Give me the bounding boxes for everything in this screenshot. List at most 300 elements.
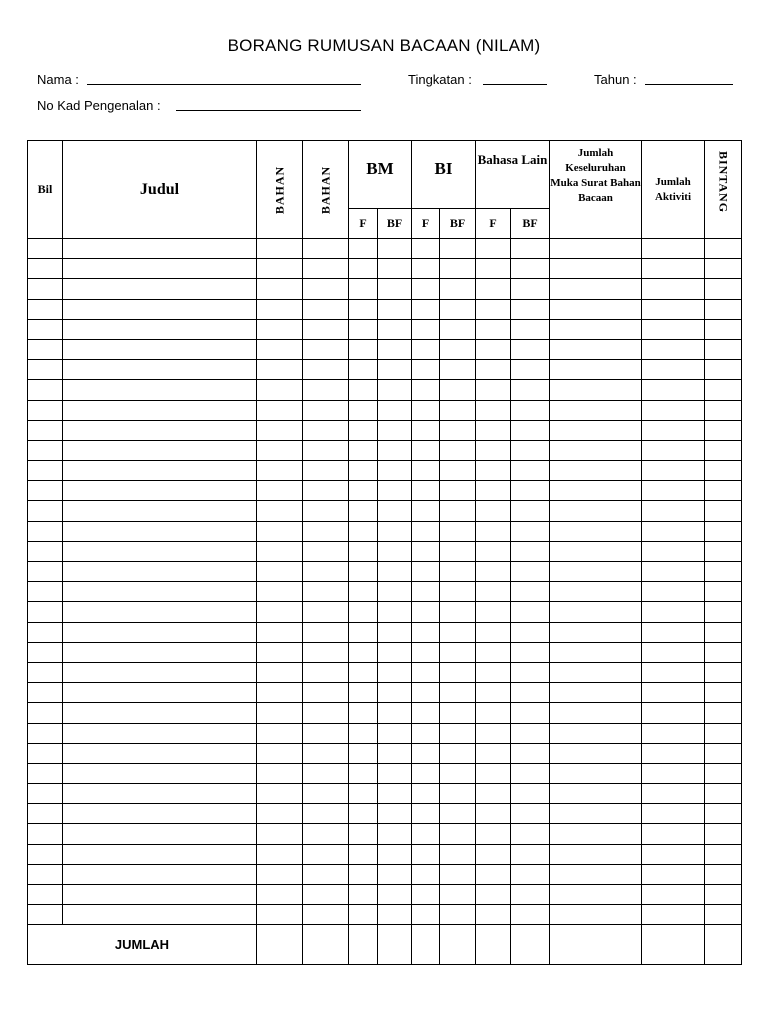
table-cell[interactable]: [303, 642, 349, 662]
table-cell[interactable]: [63, 279, 257, 299]
table-cell[interactable]: [412, 602, 440, 622]
table-cell[interactable]: [642, 763, 705, 783]
table-cell[interactable]: [440, 824, 476, 844]
table-cell[interactable]: [440, 662, 476, 682]
table-cell[interactable]: [440, 723, 476, 743]
table-cell[interactable]: [705, 521, 742, 541]
table-cell[interactable]: [705, 259, 742, 279]
table-cell[interactable]: [642, 784, 705, 804]
table-cell[interactable]: [412, 541, 440, 561]
table-cell[interactable]: [705, 844, 742, 864]
table-cell[interactable]: [28, 763, 63, 783]
table-cell[interactable]: [642, 905, 705, 925]
table-cell[interactable]: [63, 481, 257, 501]
table-cell[interactable]: [705, 239, 742, 259]
table-cell[interactable]: [476, 521, 511, 541]
table-cell[interactable]: [28, 804, 63, 824]
table-cell[interactable]: [412, 420, 440, 440]
table-cell[interactable]: [303, 622, 349, 642]
table-cell[interactable]: [378, 804, 412, 824]
table-cell[interactable]: [476, 784, 511, 804]
table-cell[interactable]: [257, 642, 303, 662]
table-cell[interactable]: [412, 521, 440, 541]
table-cell[interactable]: [63, 784, 257, 804]
table-cell[interactable]: [705, 885, 742, 905]
table-cell[interactable]: [349, 440, 378, 460]
table-cell[interactable]: [511, 885, 550, 905]
table-cell[interactable]: [705, 743, 742, 763]
table-cell[interactable]: [476, 319, 511, 339]
table-cell[interactable]: [642, 562, 705, 582]
table-cell[interactable]: [511, 400, 550, 420]
table-cell[interactable]: [412, 662, 440, 682]
table-cell[interactable]: [412, 824, 440, 844]
table-cell[interactable]: [303, 440, 349, 460]
table-cell[interactable]: [28, 622, 63, 642]
table-cell[interactable]: [63, 501, 257, 521]
table-cell[interactable]: [257, 481, 303, 501]
table-cell[interactable]: [511, 602, 550, 622]
table-cell[interactable]: [705, 763, 742, 783]
table-cell[interactable]: [412, 501, 440, 521]
table-cell[interactable]: [349, 602, 378, 622]
table-cell[interactable]: [412, 622, 440, 642]
table-cell[interactable]: [63, 743, 257, 763]
table-cell[interactable]: [378, 743, 412, 763]
table-cell[interactable]: [28, 360, 63, 380]
table-cell[interactable]: [642, 259, 705, 279]
table-cell[interactable]: [303, 703, 349, 723]
table-cell[interactable]: [257, 541, 303, 561]
table-cell[interactable]: [28, 239, 63, 259]
table-cell[interactable]: [257, 501, 303, 521]
table-cell[interactable]: [412, 299, 440, 319]
table-cell[interactable]: [412, 784, 440, 804]
table-cell[interactable]: [412, 259, 440, 279]
table-cell[interactable]: [303, 501, 349, 521]
table-cell[interactable]: [349, 299, 378, 319]
table-cell[interactable]: [349, 642, 378, 662]
table-cell[interactable]: [440, 461, 476, 481]
table-cell[interactable]: [412, 279, 440, 299]
table-cell[interactable]: [28, 521, 63, 541]
table-cell[interactable]: [550, 905, 642, 925]
table-cell[interactable]: [642, 662, 705, 682]
table-cell[interactable]: [412, 380, 440, 400]
total-cell[interactable]: [412, 925, 440, 965]
table-cell[interactable]: [642, 521, 705, 541]
table-cell[interactable]: [63, 360, 257, 380]
table-cell[interactable]: [550, 743, 642, 763]
table-cell[interactable]: [378, 481, 412, 501]
table-cell[interactable]: [440, 319, 476, 339]
table-cell[interactable]: [378, 905, 412, 925]
table-cell[interactable]: [705, 380, 742, 400]
table-cell[interactable]: [642, 239, 705, 259]
table-cell[interactable]: [550, 804, 642, 824]
table-cell[interactable]: [378, 602, 412, 622]
table-cell[interactable]: [63, 804, 257, 824]
table-cell[interactable]: [303, 582, 349, 602]
table-cell[interactable]: [28, 461, 63, 481]
table-cell[interactable]: [63, 440, 257, 460]
table-cell[interactable]: [28, 380, 63, 400]
table-cell[interactable]: [642, 481, 705, 501]
table-cell[interactable]: [705, 723, 742, 743]
table-cell[interactable]: [705, 319, 742, 339]
table-cell[interactable]: [705, 440, 742, 460]
table-cell[interactable]: [303, 844, 349, 864]
table-cell[interactable]: [705, 864, 742, 884]
table-cell[interactable]: [412, 885, 440, 905]
table-cell[interactable]: [642, 703, 705, 723]
table-cell[interactable]: [476, 824, 511, 844]
table-cell[interactable]: [303, 662, 349, 682]
table-cell[interactable]: [378, 844, 412, 864]
table-cell[interactable]: [28, 723, 63, 743]
table-cell[interactable]: [642, 642, 705, 662]
table-cell[interactable]: [705, 905, 742, 925]
table-cell[interactable]: [28, 440, 63, 460]
table-cell[interactable]: [63, 844, 257, 864]
table-cell[interactable]: [349, 279, 378, 299]
table-cell[interactable]: [511, 299, 550, 319]
table-cell[interactable]: [511, 279, 550, 299]
table-cell[interactable]: [440, 642, 476, 662]
table-cell[interactable]: [412, 400, 440, 420]
table-cell[interactable]: [378, 562, 412, 582]
table-cell[interactable]: [28, 602, 63, 622]
table-cell[interactable]: [511, 461, 550, 481]
table-cell[interactable]: [412, 319, 440, 339]
table-cell[interactable]: [642, 844, 705, 864]
table-cell[interactable]: [63, 239, 257, 259]
table-cell[interactable]: [440, 420, 476, 440]
table-cell[interactable]: [378, 339, 412, 359]
table-cell[interactable]: [412, 461, 440, 481]
table-cell[interactable]: [303, 521, 349, 541]
table-cell[interactable]: [476, 763, 511, 783]
table-cell[interactable]: [28, 905, 63, 925]
table-cell[interactable]: [440, 905, 476, 925]
table-cell[interactable]: [412, 763, 440, 783]
table-cell[interactable]: [303, 259, 349, 279]
table-cell[interactable]: [476, 885, 511, 905]
table-cell[interactable]: [412, 360, 440, 380]
table-cell[interactable]: [550, 642, 642, 662]
table-cell[interactable]: [440, 299, 476, 319]
table-cell[interactable]: [412, 804, 440, 824]
table-cell[interactable]: [476, 461, 511, 481]
table-cell[interactable]: [412, 703, 440, 723]
table-cell[interactable]: [349, 562, 378, 582]
table-cell[interactable]: [440, 844, 476, 864]
table-cell[interactable]: [476, 400, 511, 420]
table-cell[interactable]: [378, 582, 412, 602]
table-cell[interactable]: [511, 319, 550, 339]
table-cell[interactable]: [349, 400, 378, 420]
table-cell[interactable]: [440, 501, 476, 521]
table-cell[interactable]: [642, 400, 705, 420]
table-cell[interactable]: [705, 562, 742, 582]
table-cell[interactable]: [303, 481, 349, 501]
table-cell[interactable]: [349, 420, 378, 440]
table-cell[interactable]: [440, 541, 476, 561]
table-cell[interactable]: [412, 440, 440, 460]
table-cell[interactable]: [550, 723, 642, 743]
table-cell[interactable]: [476, 582, 511, 602]
table-cell[interactable]: [642, 319, 705, 339]
table-cell[interactable]: [550, 562, 642, 582]
table-cell[interactable]: [257, 723, 303, 743]
table-cell[interactable]: [511, 501, 550, 521]
tahun-input-line[interactable]: [645, 84, 733, 85]
table-cell[interactable]: [378, 824, 412, 844]
table-cell[interactable]: [440, 582, 476, 602]
table-cell[interactable]: [28, 501, 63, 521]
table-cell[interactable]: [476, 239, 511, 259]
table-cell[interactable]: [642, 864, 705, 884]
table-cell[interactable]: [257, 339, 303, 359]
total-cell[interactable]: [705, 925, 742, 965]
table-cell[interactable]: [412, 683, 440, 703]
table-cell[interactable]: [28, 299, 63, 319]
table-cell[interactable]: [349, 905, 378, 925]
table-cell[interactable]: [303, 239, 349, 259]
table-cell[interactable]: [412, 582, 440, 602]
total-cell[interactable]: [476, 925, 511, 965]
table-cell[interactable]: [440, 743, 476, 763]
table-cell[interactable]: [550, 481, 642, 501]
table-cell[interactable]: [257, 622, 303, 642]
table-cell[interactable]: [378, 461, 412, 481]
table-cell[interactable]: [440, 703, 476, 723]
table-cell[interactable]: [28, 885, 63, 905]
table-cell[interactable]: [476, 683, 511, 703]
total-cell[interactable]: [642, 925, 705, 965]
table-cell[interactable]: [642, 420, 705, 440]
table-cell[interactable]: [28, 339, 63, 359]
table-cell[interactable]: [705, 824, 742, 844]
table-cell[interactable]: [550, 400, 642, 420]
table-cell[interactable]: [550, 380, 642, 400]
table-cell[interactable]: [511, 582, 550, 602]
table-cell[interactable]: [257, 763, 303, 783]
table-cell[interactable]: [476, 299, 511, 319]
table-cell[interactable]: [257, 461, 303, 481]
table-cell[interactable]: [511, 864, 550, 884]
table-cell[interactable]: [440, 400, 476, 420]
table-cell[interactable]: [440, 562, 476, 582]
table-cell[interactable]: [257, 400, 303, 420]
table-cell[interactable]: [257, 562, 303, 582]
table-cell[interactable]: [511, 662, 550, 682]
table-cell[interactable]: [476, 339, 511, 359]
table-cell[interactable]: [511, 521, 550, 541]
table-cell[interactable]: [349, 239, 378, 259]
table-cell[interactable]: [642, 683, 705, 703]
table-cell[interactable]: [63, 319, 257, 339]
table-cell[interactable]: [705, 481, 742, 501]
table-cell[interactable]: [378, 723, 412, 743]
table-cell[interactable]: [63, 259, 257, 279]
table-cell[interactable]: [28, 683, 63, 703]
table-cell[interactable]: [303, 319, 349, 339]
table-cell[interactable]: [303, 885, 349, 905]
table-cell[interactable]: [63, 864, 257, 884]
table-cell[interactable]: [378, 380, 412, 400]
table-cell[interactable]: [28, 420, 63, 440]
tingkatan-input-line[interactable]: [483, 84, 547, 85]
total-cell[interactable]: [349, 925, 378, 965]
table-cell[interactable]: [303, 339, 349, 359]
table-cell[interactable]: [378, 622, 412, 642]
table-cell[interactable]: [303, 804, 349, 824]
table-cell[interactable]: [440, 380, 476, 400]
table-cell[interactable]: [476, 703, 511, 723]
table-cell[interactable]: [705, 360, 742, 380]
table-cell[interactable]: [28, 743, 63, 763]
table-cell[interactable]: [705, 662, 742, 682]
table-cell[interactable]: [476, 602, 511, 622]
table-cell[interactable]: [476, 501, 511, 521]
table-cell[interactable]: [303, 784, 349, 804]
table-cell[interactable]: [642, 339, 705, 359]
table-cell[interactable]: [63, 763, 257, 783]
table-cell[interactable]: [642, 602, 705, 622]
table-cell[interactable]: [28, 279, 63, 299]
table-cell[interactable]: [412, 562, 440, 582]
table-cell[interactable]: [378, 299, 412, 319]
table-cell[interactable]: [550, 824, 642, 844]
table-cell[interactable]: [705, 582, 742, 602]
table-cell[interactable]: [705, 541, 742, 561]
table-cell[interactable]: [550, 662, 642, 682]
table-cell[interactable]: [511, 824, 550, 844]
table-cell[interactable]: [378, 521, 412, 541]
table-cell[interactable]: [550, 521, 642, 541]
table-cell[interactable]: [440, 683, 476, 703]
table-cell[interactable]: [63, 683, 257, 703]
table-cell[interactable]: [303, 360, 349, 380]
table-cell[interactable]: [642, 380, 705, 400]
table-cell[interactable]: [550, 703, 642, 723]
table-cell[interactable]: [550, 339, 642, 359]
table-cell[interactable]: [511, 763, 550, 783]
table-cell[interactable]: [257, 521, 303, 541]
total-cell[interactable]: [257, 925, 303, 965]
table-cell[interactable]: [257, 380, 303, 400]
table-cell[interactable]: [257, 360, 303, 380]
table-cell[interactable]: [550, 763, 642, 783]
table-cell[interactable]: [378, 885, 412, 905]
table-cell[interactable]: [378, 319, 412, 339]
table-cell[interactable]: [378, 864, 412, 884]
table-cell[interactable]: [511, 804, 550, 824]
table-cell[interactable]: [349, 319, 378, 339]
table-cell[interactable]: [550, 864, 642, 884]
table-cell[interactable]: [63, 602, 257, 622]
table-cell[interactable]: [476, 481, 511, 501]
table-cell[interactable]: [28, 642, 63, 662]
table-cell[interactable]: [28, 703, 63, 723]
table-cell[interactable]: [705, 339, 742, 359]
table-cell[interactable]: [378, 662, 412, 682]
table-cell[interactable]: [349, 723, 378, 743]
table-cell[interactable]: [412, 864, 440, 884]
table-cell[interactable]: [28, 582, 63, 602]
table-cell[interactable]: [550, 440, 642, 460]
table-cell[interactable]: [642, 541, 705, 561]
table-cell[interactable]: [63, 905, 257, 925]
table-cell[interactable]: [349, 824, 378, 844]
table-cell[interactable]: [705, 420, 742, 440]
table-cell[interactable]: [412, 239, 440, 259]
table-cell[interactable]: [303, 541, 349, 561]
table-cell[interactable]: [642, 723, 705, 743]
table-cell[interactable]: [303, 763, 349, 783]
table-cell[interactable]: [550, 844, 642, 864]
table-cell[interactable]: [349, 864, 378, 884]
table-cell[interactable]: [303, 743, 349, 763]
table-cell[interactable]: [550, 683, 642, 703]
table-cell[interactable]: [303, 420, 349, 440]
table-cell[interactable]: [257, 804, 303, 824]
table-cell[interactable]: [511, 339, 550, 359]
table-cell[interactable]: [63, 521, 257, 541]
table-cell[interactable]: [476, 864, 511, 884]
table-cell[interactable]: [440, 239, 476, 259]
table-cell[interactable]: [257, 743, 303, 763]
table-cell[interactable]: [257, 440, 303, 460]
table-cell[interactable]: [378, 420, 412, 440]
table-cell[interactable]: [303, 400, 349, 420]
table-cell[interactable]: [28, 864, 63, 884]
table-cell[interactable]: [476, 420, 511, 440]
table-cell[interactable]: [511, 259, 550, 279]
table-cell[interactable]: [511, 360, 550, 380]
table-cell[interactable]: [440, 259, 476, 279]
table-cell[interactable]: [28, 662, 63, 682]
table-cell[interactable]: [511, 703, 550, 723]
table-cell[interactable]: [303, 864, 349, 884]
table-cell[interactable]: [511, 844, 550, 864]
table-cell[interactable]: [349, 461, 378, 481]
table-cell[interactable]: [511, 420, 550, 440]
table-cell[interactable]: [412, 723, 440, 743]
table-cell[interactable]: [412, 339, 440, 359]
table-cell[interactable]: [63, 622, 257, 642]
table-cell[interactable]: [349, 662, 378, 682]
table-cell[interactable]: [550, 319, 642, 339]
table-cell[interactable]: [28, 481, 63, 501]
table-cell[interactable]: [257, 582, 303, 602]
table-cell[interactable]: [378, 360, 412, 380]
table-cell[interactable]: [550, 602, 642, 622]
table-cell[interactable]: [440, 864, 476, 884]
table-cell[interactable]: [28, 541, 63, 561]
table-cell[interactable]: [349, 683, 378, 703]
table-cell[interactable]: [378, 279, 412, 299]
total-cell[interactable]: [550, 925, 642, 965]
table-cell[interactable]: [511, 743, 550, 763]
table-cell[interactable]: [63, 339, 257, 359]
table-cell[interactable]: [642, 804, 705, 824]
table-cell[interactable]: [642, 885, 705, 905]
table-cell[interactable]: [28, 784, 63, 804]
table-cell[interactable]: [642, 299, 705, 319]
table-cell[interactable]: [257, 662, 303, 682]
